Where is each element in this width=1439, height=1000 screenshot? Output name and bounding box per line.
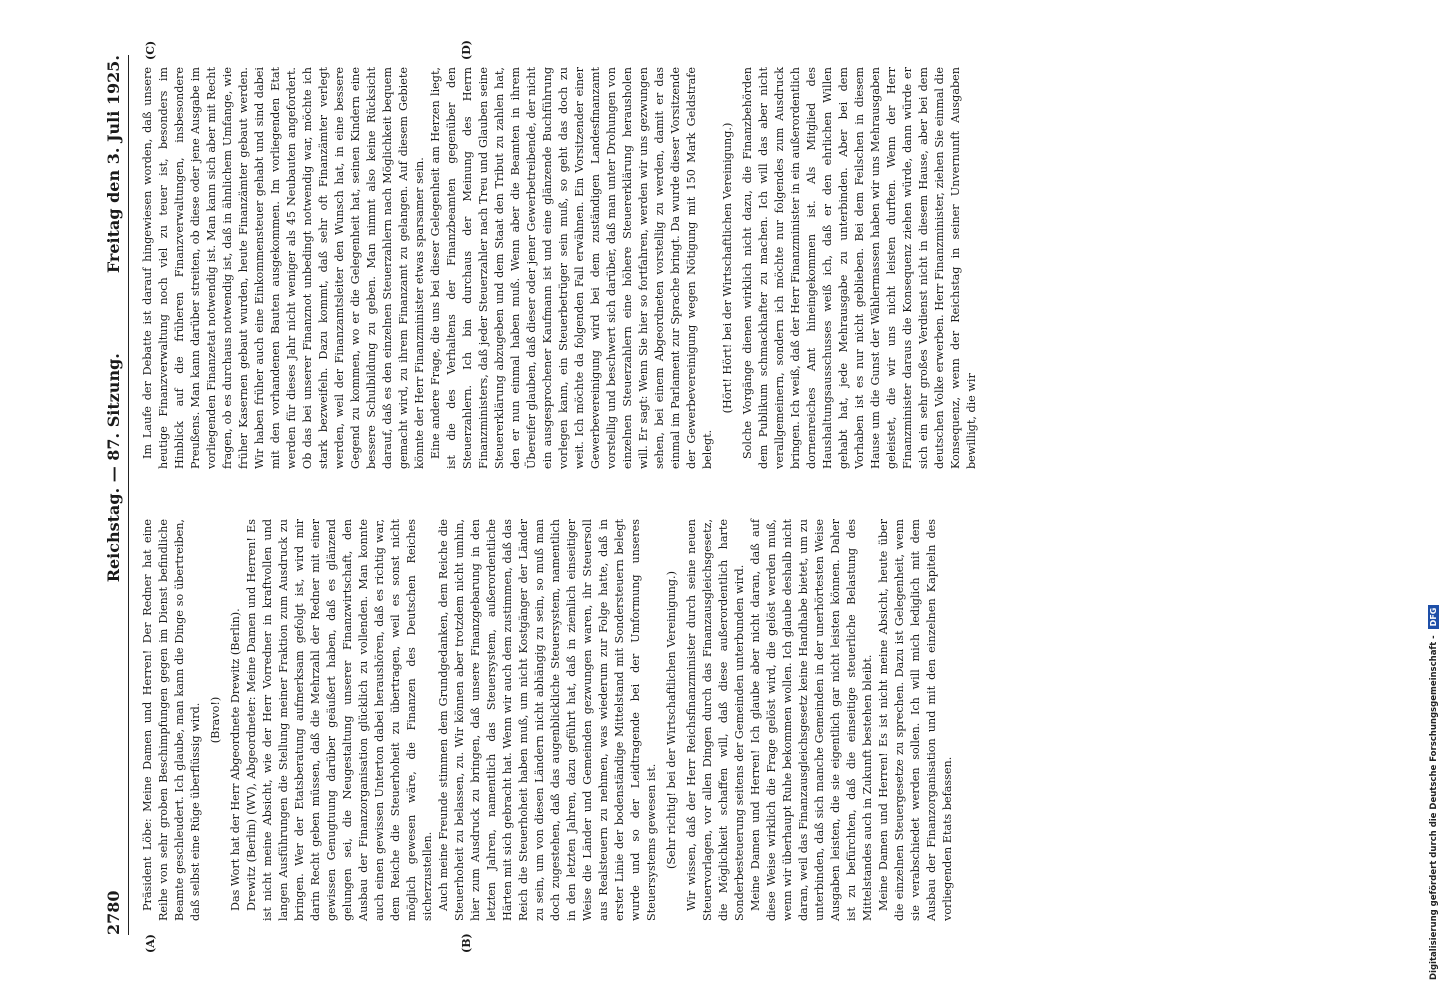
rotated-page-content [100,35,978,955]
interjection: (Hört! Hört! bei der Wirtschaftlichen Vereinigung.) [721,122,734,414]
digitization-notice [1428,605,1439,980]
digitization-notice-text: Digitalisierung gefördert durch die Deutsche Forschungsgemeinschaft - [1428,635,1439,980]
interjection: (Sehr richtig! bei der Wirtschaftlichen Vereinigung.) [665,571,678,869]
paragraph: Meine Damen und Herren! Ich glaube aber nicht daran, daß auf diese Weise wirklich die Frage gelöst wird, die gelöst werden muß, wenn wir überhaupt Ruhe bekommen wollen. Ich glaube deshalb nicht daran, weil das Finanzausgleichsgesetz keine Handhabe bietet, um zu unterbinden, daß sich manche Gemeinden in der unerhörtesten Weise Ausgaben leisten, die sie eigentlich gar nicht leisten können. Daher ist zu befürchten, daß die einseitige steuerliche Belastung des Mittelstandes auch in Zukunft bestehen bleibt. [749,518,874,921]
header-right-date: Freitag den 3. Juli 1925. [104,55,123,274]
dfg-logo-icon: DFG [1428,605,1439,630]
paragraph: Wir wissen, daß der Herr Reichsfinanzminister durch seine neuen Steuervorlagen, vor allen Dingen durch das Finanzausgleichsgesetz, die Möglichkeit schaffen will, daß diese außerordentlich harte Sonderbesteuerung seitens der Gemeinden unterbunden wird. [685,519,746,921]
margin-letter-b: (B) [460,933,473,953]
paragraph: Solche Vorgänge dienen wirklich nicht dazu, die Finanzbehörden dem Publikum schmackhafter zu machen. Ich will das aber nicht verallgemeinern, sondern ich möchte nur folgendes zum Ausdruck bringen. Ich weiß, daß der Herr Finanzminister in ein außerordentlich dornenreiches Amt hineingekommen ist. Als Mitglied des Haushaltungsausschusses weiß ich, daß er den ehrlichen Willen gehabt hat, jede Mehrausgabe zu unterbinden. Aber bei dem Vorhaben ist es nur nicht geblieben. Bei dem Feilschen in diesem Hause um die Gunst der Wählermassen haben wir uns Mehrausgaben geleistet, die wir uns nicht leisten durften. Wenn der Herr Finanzminister daraus die Konsequenz ziehen würde, dann würde er sich ein sehr großes Verdienst nicht in diesem Hause, aber bei dem deutschen Volke erwerben. Herr Finanzminister, ziehen Sie einmal die Konsequenz, wenn der Reichstag in seiner Unvernunft Ausgaben bewilligt, die wir [741,67,978,469]
header-left-title: Reichstag. — 87. Sitzung. [104,353,123,583]
right-text-column [140,67,978,469]
interjection: (Bravo!) [209,696,222,744]
paragraph: Auch meine Freunde stimmen dem Grundgedanken, dem Reiche die Steuerhoheit zu belassen, zu. Wir können aber trotzdem nicht umhin, hier zum Ausdruck zu bringen, daß unsere Finanzgebarung in den letzten Jahren, namentlich das Steuersystem, außerordentliche Härten mit sich gebracht hat. Wenn wir auch dem zustimmen, daß das Reich die Steuerhoheit haben muß, um nicht Kostgänger der Länder zu sein, um von diesen Ländern nicht abhängig zu sein, so muß man doch zugestehen, daß das augenblickliche Steuersystem, namentlich in den letzten Jahren, dazu geführt hat, daß in ziemlich einseitiger Weise die Länder und Gemeinden gezwungen waren, ihr Steuersoll aus Realsteuern zu nehmen, was wiederum zur Folge hatte, daß in erster Linie der bodenständige Mittelstand mit Sondersteuern belegt wurde und so der Leidtragende bei der Umformung unseres Steuersystems gewesen ist. [437,519,658,921]
margin-letter-c: (C) [144,40,157,60]
paragraph: Präsident Löbe: Meine Damen und Herren! Der Redner hat eine Reihe von sehr groben Beschimpfungen gegen im Dienst befindliche Beamte geschleudert. Ich glaube, man kann die Dinge so übertreiben, daß selbst eine Rüge überflüssig wird. [141,519,202,921]
margin-letter-a: (A) [144,934,157,953]
paragraph: Das Wort hat der Herr Abgeordnete Drewitz (Berlin). [229,608,242,911]
left-text-column [140,518,954,921]
paragraph: Meine Damen und Herren! Es ist nicht meine Absicht, heute über die einzelnen Steuergesetze zu sprechen. Dazu ist Gelegenheit, wenn sie verabschiedet werden sollen. Ich will mich lediglich mit dem Ausbau der Finanzorganisation und mit den einzelnen Kapiteln des vorliegenden Etats befassen. [877,519,954,921]
page-header [104,55,129,935]
paragraph: Eine andere Frage, die uns bei dieser Gelegenheit am Herzen liegt, ist die des Verhaltens der Finanzbeamten gegenüber den Steuerzahlern. Ich bin durchaus der Meinung des Herrn Finanzministers, daß jeder Steuerzahler nach Treu und Glauben seine Steuererklärung abzugeben und dem Staat den Tribut zu zahlen hat, den er nun einmal haben muß. Wenn aber die Beamten in ihrem Übereifer glauben, daß dieser oder jener Gewerbetreibende, der nicht ein ausgesprochener Kaufmann ist und eine glänzende Buchführung vorlegen kann, ein Steuerbetrüger sein muß, so geht das doch zu weit. Ich möchte da folgenden Fall erwähnen. Ein Vorsitzender einer Gewerbevereinigung wird bei dem zuständigen Landesfinanzamt vorstellig und beschwert sich darüber, daß man unter Drohungen von einzelnen Steuerzahlern eine höhere Steuererklärung herausholen will. Er sagt: Wenn Sie hier so fortfahren, werden wir uns gezwungen sehen, bei einem Abgeordneten vorstellig zu werden, damit er das einmal im Parlament zur Sprache bringt. Da wurde dieser Vorsitzende der Gewerbevereinigung wegen Nötigung mit 150 Mark Geldstrafe belegt. [429,67,714,469]
paragraph: Im Laufe der Debatte ist darauf hingewiesen worden, daß unsere heutige Finanzverwaltung noch viel zu teuer ist, besonders im Hinblick auf die früheren Finanzverwaltungen, insbesondere Preußens. Man kann darüber streiten, ob diese oder jene Ausgabe im vorliegenden Finanzetat notwendig ist. Man kann sich aber mit Recht fragen, ob es durchaus notwendig ist, daß in ähnlichem Umfange, wie früher Kasernen gebaut wurden, heute Finanzämter gebaut werden. Wir haben früher auch eine Einkommensteuer gehabt und sind dabei mit den vorhandenen Bauten ausgekommen. Im vorliegenden Etat werden für dieses Jahr nicht weniger als 45 Neubauten angefordert. Ob das bei unserer Finanznot unbedingt notwendig war, möchte ich stark bezweifeln. Dazu kommt, daß sehr oft Finanzämter verlegt werden, weil der Finanzamtsleiter den Wunsch hat, in eine bessere Gegend zu kommen, wo er die Gelegenheit hat, seinen Kindern eine bessere Schulbildung zu geben. Man nimmt also keine Rücksicht darauf, daß es den einzelnen Steuerzahlern nach Möglichkeit bequem gemacht wird, zu ihrem Finanzamt zu gelangen. Auf diesem Gebiete könnte der Herr Finanzminister etwas sparsamer sein. [141,67,426,469]
margin-letter-d: (D) [460,40,473,60]
paragraph: Drewitz (Berlin) (WV), Abgeordneter: Meine Damen und Herren! Es ist nicht meine Absicht, wie der Herr Vorredner in kraftvollen und langen Ausführungen die Stellung meiner Fraktion zum Ausdruck zu bringen. Wer der Etatsberatung aufmerksam gefolgt ist, wird mir darin Recht geben müssen, daß die Mehrzahl der Redner mit einer gewissen Genugtuung darüber geäußert haben, daß es glänzend gelungen sei, die Neugestaltung unserer Finanzwirtschaft, den Ausbau der Finanzorganisation glücklich zu vollenden. Man konnte auch einen gewissen Unterton dabei heraushören, daß es richtig war, dem Reiche die Steuerhoheit zu übertragen, weil es sonst nicht möglich gewesen wäre, die Finanzen des Deutschen Reiches sicherzustellen. [245,519,434,921]
page-number: 2780 [104,890,123,935]
